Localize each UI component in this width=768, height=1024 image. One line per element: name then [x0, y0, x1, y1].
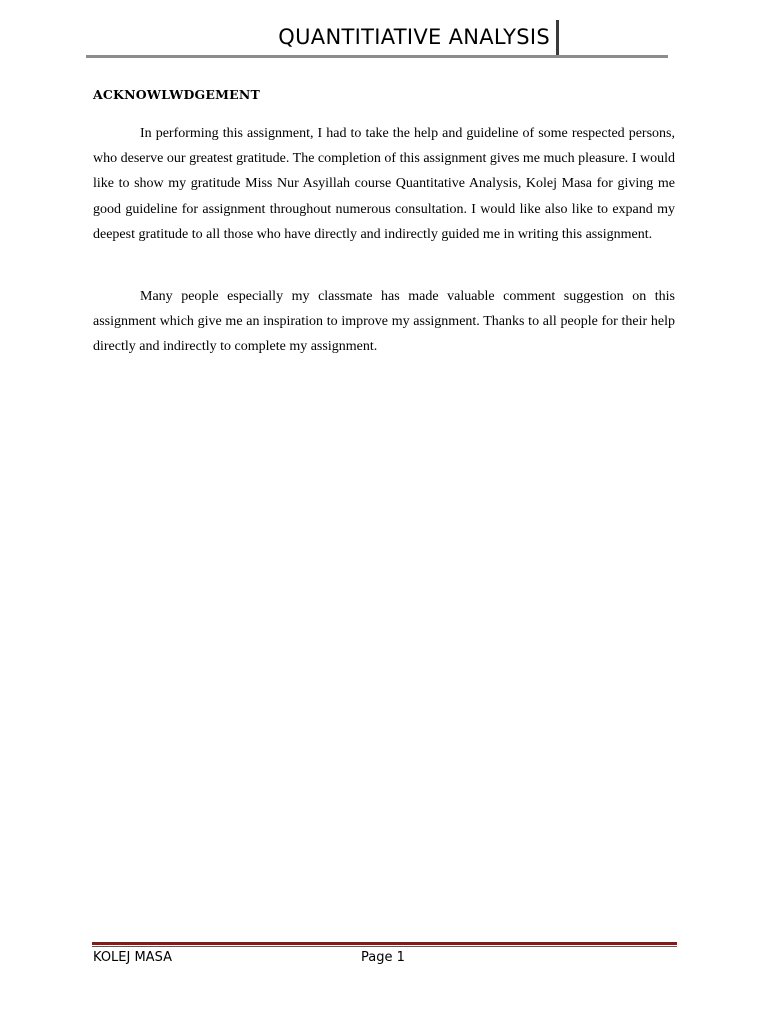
section-heading: ACKNOWLWDGEMENT: [93, 87, 260, 102]
paragraph-1: In performing this assignment, I had to take the help and guideline of some respected persons, who deserve our greatest gratitude. The completion of this assignment gives me much pleasure. I would like to show my gratitude Miss Nur Asyillah course Quantitative Analysis, Kolej Masa for giving me good guideline for assignment throughout numerous consultation. I would like also like to expand my deepest gratitude to all those who have directly and indirectly guided me in writing this assignment.: [93, 126, 675, 242]
footer-rule-thick: [92, 942, 677, 945]
paragraph-2: Many people especially my classmate has made valuable comment suggestion on this assignment which give me an inspiration to improve my assignment. Thanks to all people for their help directly and indirectly to complete my assignment.: [93, 289, 675, 355]
footer-institution: KOLEJ MASA: [93, 950, 172, 965]
header-title: QUANTITIATIVE ANALYSIS: [278, 25, 550, 49]
footer-page-number: Page 1: [361, 950, 405, 965]
footer-rule-thin: [92, 946, 677, 947]
header-vertical-bar: [556, 20, 559, 56]
header-rule: [86, 55, 668, 58]
